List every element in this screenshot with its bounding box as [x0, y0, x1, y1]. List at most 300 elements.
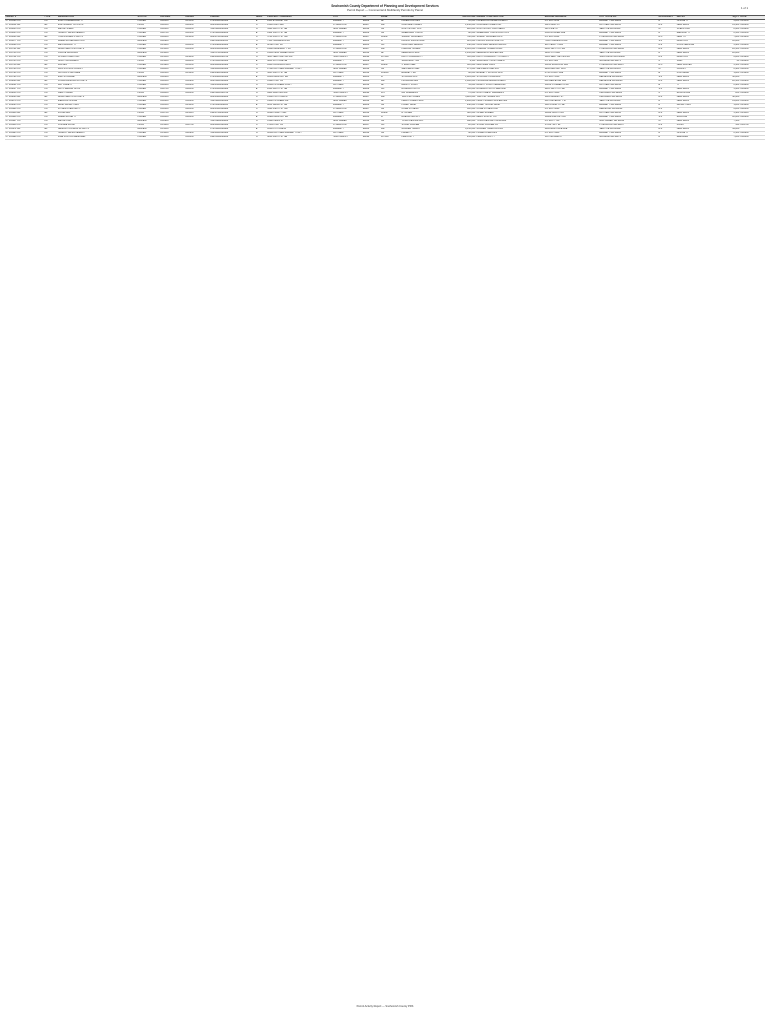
table-cell: S: [255, 36, 266, 40]
table-cell: 2930 E VALLEY RD: [267, 20, 333, 24]
table-cell: 98208: [362, 88, 380, 92]
table-cell: 65,000: [444, 20, 476, 24]
table-cell: 31051900200800: [210, 120, 256, 124]
table-cell: GOLDEN YEARS LIVING: [476, 128, 544, 132]
table-cell: 07 101766 CO: [5, 68, 44, 72]
table-cell: WESTERN FUEL INC: [476, 68, 544, 72]
table-cell: 07 101904 CO: [5, 108, 44, 112]
table-cell: ISSUED: [137, 80, 160, 84]
table-cell: 04/10/07: [740, 36, 765, 40]
table-cell: MILL CREEK: [333, 52, 363, 56]
table-cell: SIGN - MONUMENT: [57, 60, 137, 64]
table-cell: 1,280,000: [444, 100, 476, 104]
table-cell: CO: [44, 92, 58, 96]
table-cell: A-3: [658, 108, 676, 112]
column-header: DESCRIPTION: [57, 16, 137, 20]
table-cell: PRIME TI: [401, 132, 444, 136]
table-cell: 18620 NORTH RD: [544, 112, 599, 116]
table-cell: CO: [44, 76, 58, 80]
table-cell: 02/28/07: [160, 92, 185, 96]
table-cell: STOR-ALL LLC: [401, 76, 444, 80]
table-cell: CO: [44, 52, 58, 56]
table-cell: HEALTHCARE PROP: [401, 100, 444, 104]
table-cell: 28051600100600: [210, 80, 256, 84]
table-cell: 98012: [362, 100, 380, 104]
table-cell: 98087: [362, 48, 380, 52]
table-cell: CO: [44, 108, 58, 112]
table-cell: R-2: [658, 80, 676, 84]
table-cell: CO: [44, 60, 58, 64]
table-cell: EVERETT WA 98203: [599, 40, 658, 44]
table-cell: CO: [44, 132, 58, 136]
table-cell: 5,400: [717, 112, 740, 116]
table-cell: PINNACLE DEVELOPMENT: [476, 80, 544, 84]
table-cell: 03/07/07: [160, 112, 185, 116]
table-cell: 455,000: [444, 136, 476, 140]
table-cell: SEATTLE WA 98101: [599, 28, 658, 32]
table-cell: MINI STORAGE: [57, 76, 137, 80]
table-cell: NEW BLDG: [676, 100, 717, 104]
table-cell: LDMR: [380, 64, 400, 68]
table-cell: 05/02/07: [740, 100, 765, 104]
table-cell: LAKEWOOD DEVELOPMENT: [476, 20, 544, 24]
table-cell: CO: [44, 124, 58, 128]
permit-table-container: [5, 15, 765, 140]
table-cell: CB: [380, 32, 400, 36]
table-cell: EVERETT WA 98208: [599, 88, 658, 92]
table-cell: ISSUED: [137, 36, 160, 40]
table-cell: 690,000: [444, 120, 476, 124]
table-cell: 03/01/07: [185, 32, 210, 36]
table-cell: 05/01/07: [740, 48, 765, 52]
table-cell: 07 101633 CO: [5, 28, 44, 32]
table-cell: 510,000: [444, 56, 476, 60]
column-header: PERMIT #: [5, 16, 44, 20]
report-header: [0, 4, 770, 12]
table-cell: SIGNCRAFT NORTHWEST: [476, 60, 544, 64]
table-cell: R-2: [658, 48, 676, 52]
table-cell: MF: [44, 128, 58, 132]
table-cell: B: [658, 32, 676, 36]
table-cell: 07 101732 CO: [5, 56, 44, 60]
table-cell: S: [255, 96, 266, 100]
table-cell: 10900 AIRPORT RD: [267, 116, 333, 120]
table-cell: E: [255, 60, 266, 64]
table-cell: 02/26/07: [160, 84, 185, 88]
table-cell: FIRE DIST 7: [401, 136, 444, 140]
table-cell: APARTMENTS 36 UNITS: [57, 96, 137, 100]
table-cell: DRIVE-THRU: [676, 104, 717, 108]
column-header: NOTES: [676, 16, 717, 20]
table-cell: ISSUED: [137, 68, 160, 72]
table-cell: PO BOX 1120: [544, 20, 599, 24]
table-cell: E: [255, 88, 266, 92]
table-cell: 98204: [362, 80, 380, 84]
table-cell: M: [658, 28, 676, 32]
table-cell: 27050300400400: [210, 88, 256, 92]
table-cell: 31052000400100: [210, 68, 256, 72]
table-cell: 07 101947 CO: [5, 120, 44, 124]
table-cell: 98012: [362, 52, 380, 56]
table-cell: FINAL: [137, 124, 160, 128]
table-cell: 02/28/07: [740, 60, 765, 64]
table-cell: 13220 HWY 99: [267, 80, 333, 84]
column-header: PROPERTY ADDRESS: [267, 16, 333, 20]
table-cell: 600 UNIVERSITY ST: [544, 100, 599, 104]
table-cell: MR: [380, 96, 400, 100]
table-cell: 3,100: [717, 64, 740, 68]
table-cell: 1,120,000: [444, 76, 476, 80]
table-cell: LYNNWOOD WA 98036: [599, 36, 658, 40]
table-cell: CO: [44, 100, 58, 104]
table-cell: S: [255, 108, 266, 112]
table-cell: GC: [380, 44, 400, 48]
table-cell: MF: [44, 48, 58, 52]
table-cell: OFFICE TI: [676, 20, 717, 24]
table-cell: S: [255, 24, 266, 28]
table-cell: SEATTLE WA 98101: [599, 100, 658, 104]
table-cell: 98290: [362, 92, 380, 96]
table-cell: MEDICAL TI: [676, 32, 717, 36]
table-cell: ISSUED: [137, 84, 160, 88]
table-cell: CO: [44, 84, 58, 88]
table-cell: 04/09/07: [185, 132, 210, 136]
table-cell: 07 101837 CO: [5, 88, 44, 92]
table-cell: N: [255, 112, 266, 116]
table-cell: LYNNWOOD WA 98087: [599, 64, 658, 68]
table-cell: 44,000: [717, 128, 740, 132]
table-cell: 9600 19TH AVE SE: [267, 60, 333, 64]
table-cell: 05/02/07: [185, 100, 210, 104]
table-cell: S: [255, 80, 266, 84]
table-cell: RESTAURANT TI: [57, 44, 137, 48]
table-cell: B: [658, 52, 676, 56]
table-cell: 20,100: [717, 80, 740, 84]
table-cell: CO: [44, 56, 58, 60]
table-cell: 03/01/07: [740, 32, 765, 36]
table-cell: 29051400100700: [210, 92, 256, 96]
table-cell: FAITH COMMUNITY CHURCH: [476, 56, 544, 60]
table-cell: 07 101612 MF: [5, 24, 44, 28]
table-cell: 163 VILLAGE CT: [544, 136, 599, 140]
table-cell: CANOPY: [676, 68, 717, 72]
table-cell: BRIGHT START LEARNING: [476, 84, 544, 88]
table-cell: NW WIRELESS: [401, 92, 444, 96]
table-cell: 14,400: [717, 24, 740, 28]
table-cell: FIRE DISTRICT 7: [476, 136, 544, 140]
table-cell: 88,000: [444, 32, 476, 36]
table-cell: 8900 MACHIAS RD: [267, 92, 333, 96]
table-cell: SIGN: [676, 60, 717, 64]
table-cell: 31051800300100: [210, 100, 256, 104]
table-cell: BRIGHT START: [401, 84, 444, 88]
table-cell: 27050400100100: [210, 20, 256, 24]
table-cell: 02/19/07: [160, 64, 185, 68]
table-cell: HARBOR HOMES: [401, 48, 444, 52]
table-cell: LYNNWOOD: [333, 96, 363, 100]
table-cell: E: [255, 116, 266, 120]
table-cell: 04/16/07: [740, 104, 765, 108]
table-cell: BP: [380, 100, 400, 104]
table-cell: KIOSK: [676, 124, 717, 128]
column-header: PARCEL: [210, 16, 256, 20]
table-cell: 3710 164TH ST SW: [267, 36, 333, 40]
table-cell: REVIEW: [137, 128, 160, 132]
table-cell: 2410 128TH ST SE: [267, 88, 333, 92]
table-cell: 04/09/07: [740, 132, 765, 136]
table-cell: 03/20/07: [740, 44, 765, 48]
table-cell: SNOHOMISH WA 98296: [599, 56, 658, 60]
table-cell: S: [255, 48, 266, 52]
table-cell: FINAL: [137, 112, 160, 116]
table-cell: NEW BLDG: [676, 120, 717, 124]
table-cell: R-3: [658, 36, 676, 40]
table-cell: EVERETT SCHOOL DIST: [476, 72, 544, 76]
table-cell: 22,000: [717, 52, 740, 56]
table-cell: MISC COMMERCIAL TI: [57, 20, 137, 24]
table-cell: 07 101958 CO: [5, 124, 44, 128]
table-cell: 615,000: [444, 40, 476, 44]
table-cell: R-5: [380, 92, 400, 96]
table-cell: 07 101918 MF: [5, 112, 44, 116]
table-cell: R-9600: [380, 72, 400, 76]
table-cell: 7,200: [717, 136, 740, 140]
table-cell: 04/06/07: [185, 116, 210, 120]
table-cell: N: [255, 56, 266, 60]
table-cell: E: [255, 128, 266, 132]
table-cell: 12,000: [717, 40, 740, 44]
table-cell: 03/26/07: [740, 92, 765, 96]
table-cell: 02/23/07: [160, 80, 185, 84]
column-header: MAILING ADDRESS: [544, 16, 599, 20]
table-cell: 7300 HARDESON RD: [544, 40, 599, 44]
table-cell: 03/28/07: [185, 28, 210, 32]
table-cell: 98012: [362, 72, 380, 76]
table-cell: 15220 MAIN ST: [267, 120, 333, 124]
table-cell: ORCHARD DESIGN: [401, 44, 444, 48]
table-cell: RETAIL PAD: [57, 120, 137, 124]
table-cell: LI: [380, 40, 400, 44]
table-cell: 98087: [362, 96, 380, 100]
table-cell: PORTABLE: [676, 72, 717, 76]
table-cell: ISSUED: [137, 64, 160, 68]
table-cell: 210,000: [444, 116, 476, 120]
table-cell: 11526 HWY 99: [267, 44, 333, 48]
table-cell: RETAIL SHELL: [57, 28, 137, 32]
table-cell: 98087: [362, 36, 380, 40]
table-cell: 780,000: [444, 36, 476, 40]
table-cell: S: [255, 124, 266, 128]
table-cell: 27051500100300: [210, 60, 256, 64]
column-header: OWNER / CONTRACTOR: [476, 16, 544, 20]
table-cell: EVERETT: [333, 88, 363, 92]
table-cell: 2410 128TH ST SE: [544, 88, 599, 92]
table-cell: 15610 ASH WAY: [267, 24, 333, 28]
table-cell: 98296: [362, 136, 380, 140]
table-cell: ISSUED: [137, 32, 160, 36]
table-cell: MF: [44, 64, 58, 68]
table-cell: MILL CREEK: [333, 68, 363, 72]
table-cell: CORE FITNESS: [401, 108, 444, 112]
table-cell: 29052700200500: [210, 112, 256, 116]
table-cell: LYNNWOOD WA 98036: [599, 48, 658, 52]
table-cell: 1200 5TH AVE: [544, 52, 599, 56]
table-cell: CB: [380, 132, 400, 136]
table-cell: 07 101930 CO: [5, 116, 44, 120]
table-cell: 03/27/07: [740, 124, 765, 128]
table-cell: TI: [676, 84, 717, 88]
table-cell: 18300 BOTHELL EVERETT HWY: [267, 132, 333, 136]
table-cell: SEATTLE WA 98102: [599, 128, 658, 132]
table-cell: R-2: [658, 128, 676, 132]
table-cell: 03/02/07: [160, 100, 185, 104]
table-cell: 02/22/07: [160, 76, 185, 80]
table-cell: A-2: [658, 44, 676, 48]
table-cell: 54,000: [444, 84, 476, 88]
table-cell: 04/20/07: [185, 88, 210, 92]
table-cell: MERIDIAN PROPERTIES: [476, 52, 544, 56]
table-cell: R. OLSEN: [401, 112, 444, 116]
table-cell: BOTHELL: [333, 132, 363, 136]
table-cell: CO: [44, 44, 58, 48]
table-cell: EVERETT: [333, 76, 363, 80]
table-cell: NEW BLDG: [676, 96, 717, 100]
table-cell: 5805 SEATTLE HILL RD: [544, 56, 599, 60]
table-cell: B: [658, 100, 676, 104]
table-cell: GREENWAY CONSTRUCTION: [476, 32, 544, 36]
table-cell: E: [255, 104, 266, 108]
column-header: VALUATION: [444, 16, 476, 20]
table-cell: TOWN CENTER LLC: [401, 120, 444, 124]
table-cell: HEALTHCARE PROPERTIES: [476, 100, 544, 104]
table-cell: 02/05/07: [160, 24, 185, 28]
table-cell: 1,860,000: [444, 80, 476, 84]
table-cell: STAND COFFEE CO: [476, 124, 544, 128]
table-cell: 03/15/07: [185, 20, 210, 24]
table-cell: FITNESS CENTER TI: [57, 108, 137, 112]
table-cell: EVERETT WA 98206: [599, 132, 658, 136]
permit-table: [5, 15, 765, 140]
table-cell: 05/04/07: [740, 136, 765, 140]
table-cell: 04/06/07: [740, 116, 765, 120]
table-cell: 28052800100100: [210, 124, 256, 128]
table-cell: MF: [44, 36, 58, 40]
table-cell: SNOHOMISH: [333, 136, 363, 140]
report-title: Snohomish County Department of Planning and Development Services: [331, 4, 439, 8]
table-cell: CO: [44, 88, 58, 92]
table-cell: 04/03/07: [740, 108, 765, 112]
table-cell: 31051700100200: [210, 52, 256, 56]
table-cell: E: [255, 20, 266, 24]
table-cell: STOR-ALL HOLDINGS: [476, 76, 544, 80]
table-cell: MR: [380, 24, 400, 28]
table-cell: CASCADE HOMES INC: [476, 24, 544, 28]
table-cell: R-7200: [380, 56, 400, 60]
table-cell: 6,800: [717, 56, 740, 60]
table-cell: CASCADE HOMES: [401, 24, 444, 28]
table-cell: 02/13/07: [160, 48, 185, 52]
table-cell: 2,100: [717, 132, 740, 136]
table-cell: 29051500200200: [210, 136, 256, 140]
table-cell: 18620 NORTH RD: [267, 112, 333, 116]
table-cell: NEW BLDG: [676, 80, 717, 84]
table-cell: 31052000100400: [210, 132, 256, 136]
table-cell: 27050900200600: [210, 44, 256, 48]
table-cell: A-3: [658, 56, 676, 60]
table-cell: 02/09/07: [160, 40, 185, 44]
table-cell: REVIEW: [137, 52, 160, 56]
table-cell: 29052600300700: [210, 56, 256, 60]
table-cell: PO BOX 4100: [544, 132, 599, 136]
table-cell: ISSUED: [137, 88, 160, 92]
table-cell: 28052100400300: [210, 48, 256, 52]
table-cell: DUPLEX: [57, 64, 137, 68]
table-cell: MF: [44, 24, 58, 28]
table-cell: 03/30/07: [185, 64, 210, 68]
table-cell: 98012: [362, 28, 380, 32]
page-number: 1 of 1: [741, 6, 748, 10]
table-cell: 17030 HWY 99: [267, 124, 333, 128]
table-cell: NEW BLDG: [676, 112, 717, 116]
table-cell: 07 101660 MF: [5, 36, 44, 40]
table-cell: 07 101759 MF: [5, 64, 44, 68]
table-cell: S-1: [658, 88, 676, 92]
table-cell: 03/12/07: [160, 124, 185, 128]
table-cell: NORTHPOINT LLC: [401, 28, 444, 32]
table-cell: 420,000: [444, 28, 476, 32]
table-cell: CB: [380, 120, 400, 124]
table-cell: LYNNWOOD WA 98037: [599, 124, 658, 128]
table-cell: BOEING SUPPLY: [401, 116, 444, 120]
table-cell: REVIEW: [137, 40, 160, 44]
table-cell: OFFICE TI: [676, 132, 717, 136]
table-cell: PO BOX 5510: [544, 76, 599, 80]
table-cell: 3,420,000: [444, 96, 476, 100]
table-cell: MEDICAL OFFICE: [57, 100, 137, 104]
table-cell: R-2: [658, 24, 676, 28]
table-cell: FIRE STATION REMODEL: [57, 136, 137, 140]
table-cell: FAITH COMMUNITY: [401, 56, 444, 60]
table-cell: E: [658, 72, 676, 76]
table-cell: APARTMENTS 24 UNITS: [57, 48, 137, 52]
table-cell: N: [255, 100, 266, 104]
table-cell: 13000 MILL CREEK BLVD: [267, 52, 333, 56]
table-cell: EVERETT: [333, 116, 363, 120]
report-subtitle: Permit Report — Commercial & Multifamily Permits by Parcel: [347, 8, 423, 13]
table-cell: R-3: [658, 64, 676, 68]
table-cell: STAND COFFEE: [401, 124, 444, 128]
table-cell: CB: [380, 104, 400, 108]
table-cell: NEW TH: [676, 36, 717, 40]
table-cell: 5805 SEATTLE HILL RD: [267, 56, 333, 60]
table-cell: 07 101701 MF: [5, 48, 44, 52]
table-cell: N: [255, 84, 266, 88]
table-cell: MR: [380, 80, 400, 84]
table-cell: 02/15/07: [160, 56, 185, 60]
table-cell: 3300 RUCKER AVE: [544, 32, 599, 36]
table-cell: 4,150,000: [444, 128, 476, 132]
table-cell: N: [255, 28, 266, 32]
table-cell: 98012: [362, 120, 380, 124]
table-cell: LYNNWOOD: [333, 48, 363, 52]
column-header: DATE: [740, 16, 765, 20]
table-cell: MONROE WA 98272: [599, 136, 658, 140]
table-cell: B: [658, 136, 676, 140]
table-cell: 118,000: [444, 108, 476, 112]
table-cell: 9010 180TH ST SE: [267, 136, 333, 140]
table-cell: AERO SUPPLY CO: [476, 116, 544, 120]
table-cell: E: [255, 32, 266, 36]
